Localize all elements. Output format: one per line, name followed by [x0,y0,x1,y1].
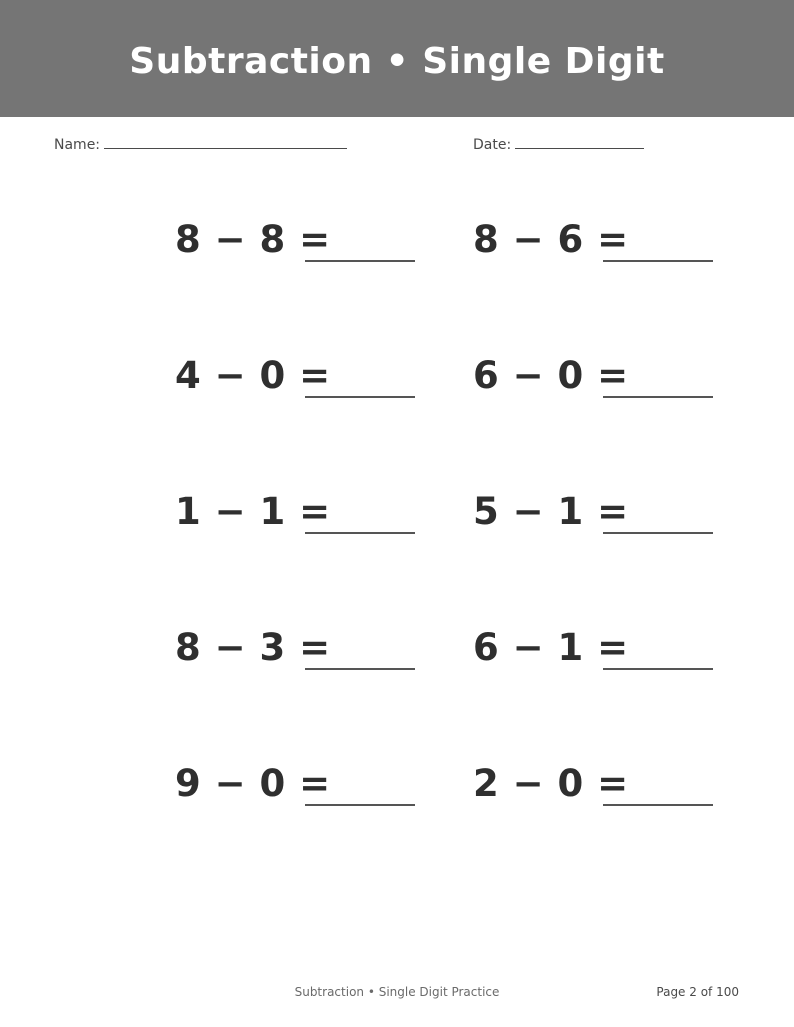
problem-expression: 8 − 8 = [175,218,331,261]
date-field [473,135,644,154]
answer-line [603,804,713,806]
date-label: Date: [473,137,512,153]
problem-expression: 8 − 6 = [473,218,629,261]
problem-expression: 6 − 1 = [473,626,629,669]
answer-line [305,260,415,262]
problem-expression: 4 − 0 = [175,354,331,397]
page-header-banner [0,0,794,117]
problem-9 [175,749,435,809]
problem-expression: 6 − 0 = [473,354,629,397]
answer-line [305,532,415,534]
answer-line [305,396,415,398]
problem-expression: 8 − 3 = [175,626,331,669]
answer-line [305,668,415,670]
date-blank-line [515,135,644,149]
problem-expression: 1 − 1 = [175,490,331,533]
problem-10 [473,749,733,809]
footer-caption: Subtraction • Single Digit Practice [294,985,500,999]
answer-line [603,396,713,398]
answer-line [603,668,713,670]
problem-2 [473,205,733,265]
name-blank-line [104,135,347,149]
problem-8 [473,613,733,673]
problem-1 [175,205,435,265]
problem-3 [175,341,435,401]
name-field [54,135,347,154]
problem-7 [175,613,435,673]
problem-5 [175,477,435,537]
problem-expression: 2 − 0 = [473,762,629,805]
problem-expression: 9 − 0 = [175,762,331,805]
answer-line [603,532,713,534]
problem-4 [473,341,733,401]
page-number: Page 2 of 100 [656,985,739,999]
name-label: Name: [54,137,101,153]
problem-6 [473,477,733,537]
page-title: Subtraction • Single Digit [129,41,665,82]
answer-line [305,804,415,806]
problem-expression: 5 − 1 = [473,490,629,533]
answer-line [603,260,713,262]
